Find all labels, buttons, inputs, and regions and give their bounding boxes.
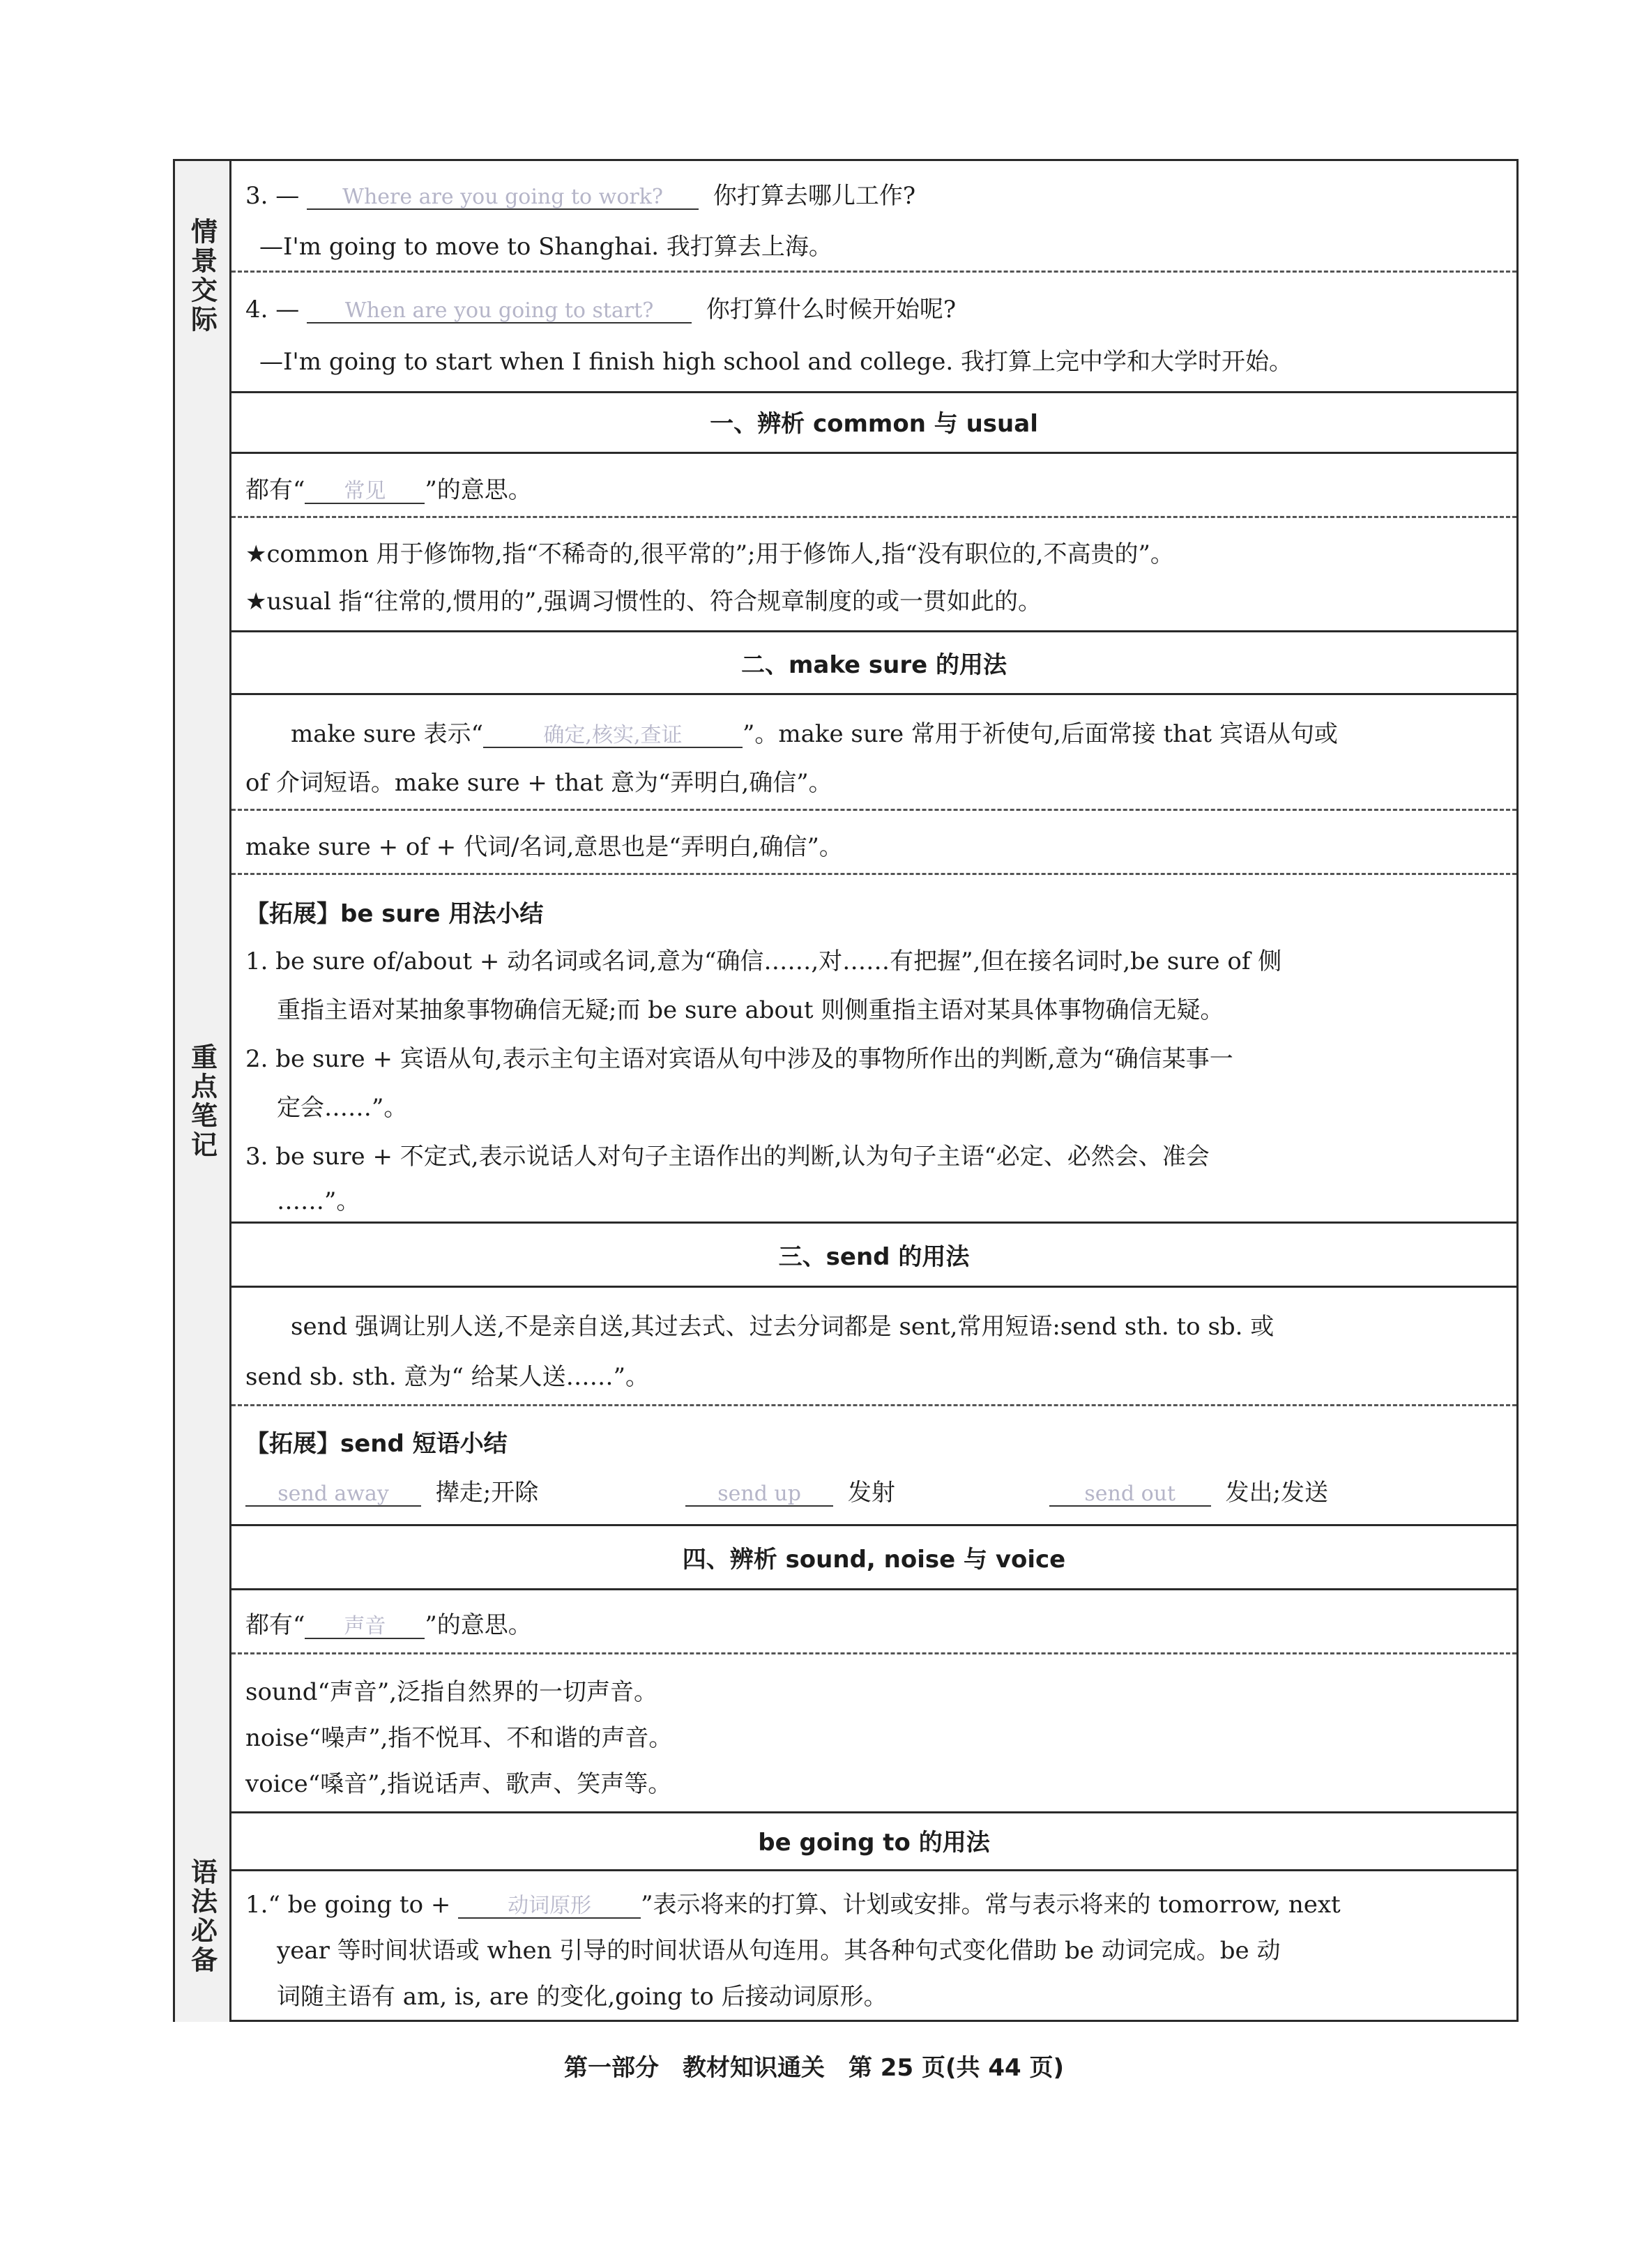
a3-text: —I'm going to move to Shanghai. 我打算去上海。	[259, 233, 832, 261]
p4-meaning-post: ”的意思。	[425, 1611, 532, 1639]
star-icon: ★	[245, 540, 267, 568]
side-label-text: 语法必备	[186, 1858, 218, 1975]
heading-2: 二、make sure 的用法	[231, 632, 1516, 695]
p2-extension	[231, 875, 1516, 1224]
p3-body	[231, 1288, 1516, 1406]
send-away-blank[interactable]: send away	[245, 1482, 421, 1507]
q3-answer-blank[interactable]: Where are you going to work?	[307, 185, 699, 210]
side-label-text: 情景交际	[186, 218, 218, 335]
side-label	[175, 391, 231, 1811]
p3-extension	[231, 1406, 1516, 1526]
side-label	[175, 1811, 231, 2022]
grammar-l2: year 等时间状语或 when 引导的时间状语从句连用。其各种句式变化借助 be 动词完成。be 动	[277, 1937, 1281, 1965]
side-label-text: 重点笔记	[186, 1042, 218, 1160]
p4-l3: voice“嗓音”,指说话声、歌声、笑声等。	[245, 1770, 672, 1798]
heading-3: 三、send 的用法	[231, 1224, 1516, 1288]
q4-answer-blank[interactable]: When are you going to start?	[307, 299, 692, 324]
p2-ext-title: 【拓展】be sure 用法小结	[245, 900, 544, 928]
a4-text: —I'm going to start when I finish high school and college. 我打算上完中学和大学时开始。	[259, 348, 1293, 376]
p2-l1-post: ”。make sure 常用于祈使句,后面常接 that 宾语从句或	[742, 720, 1338, 748]
section-grammar	[175, 1811, 1516, 2022]
p2-l3: make sure + of + 代词/名词,意思也是“弄明白,确信”。	[245, 833, 843, 861]
grammar-l1-pre: 1.“ be going to +	[245, 1891, 451, 1919]
heading-4: 四、辨析 sound, noise 与 voice	[231, 1526, 1516, 1590]
p4-meaning-pre: 都有“	[245, 1611, 305, 1639]
p4-l1: sound“声音”,泛指自然界的一切声音。	[245, 1678, 658, 1706]
p3-l2: send sb. sth. 意为“ 给某人送……”。	[245, 1363, 650, 1391]
p2-of	[231, 811, 1516, 875]
side-label	[175, 161, 231, 391]
p2-l2: of 介词短语。make sure + that 意为“弄明白,确信”。	[245, 769, 832, 797]
dialogue-4	[231, 273, 1516, 391]
p2-body	[231, 695, 1516, 811]
p4-l2: noise“噪声”,指不悦耳、不和谐的声音。	[245, 1724, 673, 1752]
section-key-notes	[175, 391, 1516, 1813]
p2-e3a: 3. be sure + 不定式,表示说话人对句子主语作出的判断,认为句子主语“必定、必然会、准会	[245, 1143, 1210, 1171]
p2-l1-pre: make sure 表示“	[291, 720, 483, 748]
p3-ext-title: 【拓展】send 短语小结	[245, 1430, 508, 1458]
p2-e3b: ……”。	[277, 1187, 360, 1215]
p1-bullets	[231, 518, 1516, 632]
page-footer: 第一部分 教材知识通关 第 25 页(共 44 页)	[563, 2054, 1065, 2082]
p4-body	[231, 1654, 1516, 1811]
p3-l1: send 强调让别人送,不是亲自送,其过去式、过去分词都是 sent,常用短语:send sth. to sb. 或	[291, 1313, 1275, 1341]
p4-meaning-blank[interactable]: 声音	[305, 1615, 425, 1639]
grammar-l3: 词随主语有 am, is, are 的变化,going to 后接动词原形。	[277, 1983, 888, 2011]
p1-bullet-1: common 用于修饰物,指“不稀奇的,很平常的”;用于修饰人,指“没有职位的,不高贵的”。	[266, 540, 1174, 568]
grammar-body	[231, 1871, 1516, 2022]
q4-cn: 你打算什么时候开始呢?	[706, 296, 957, 324]
notes-table	[173, 159, 1519, 2022]
q4-num: 4. —	[245, 296, 300, 324]
p1-meaning-blank[interactable]: 常见	[305, 480, 425, 504]
grammar-answer-blank[interactable]: 动词原形	[458, 1894, 641, 1919]
heading-1: 一、辨析 common 与 usual	[231, 391, 1516, 454]
send-up-blank[interactable]: send up	[685, 1482, 833, 1507]
send-out-blank[interactable]: send out	[1049, 1482, 1211, 1507]
star-icon: ★	[245, 588, 267, 616]
grammar-l1-post: ”表示将来的打算、计划或安排。常与表示将来的 tomorrow, next	[641, 1891, 1341, 1919]
p2-e1b: 重指主语对某抽象事物确信无疑;而 be sure about 则侧重指主语对某具体事物确信无疑。	[277, 996, 1224, 1024]
p2-e1a: 1. be sure of/about + 动名词或名词,意为“确信……,对……有把握”,但在接名词时,be sure of 侧	[245, 947, 1282, 975]
p1-meaning-post: ”的意思。	[425, 476, 532, 504]
q3-num: 3. —	[245, 182, 300, 210]
send-away-cn: 撵走;开除	[435, 1479, 539, 1507]
send-up-cn: 发射	[847, 1479, 895, 1507]
dialogue-3	[231, 161, 1516, 273]
q3-cn: 你打算去哪儿工作?	[713, 182, 916, 210]
p1-meaning	[231, 454, 1516, 518]
p2-answer-blank[interactable]: 确定,核实,查证	[483, 724, 743, 748]
p2-e2b: 定会……”。	[277, 1094, 408, 1122]
p2-e2a: 2. be sure + 宾语从句,表示主句主语对宾语从句中涉及的事物所作出的判断,意为“确信某事一	[245, 1045, 1233, 1073]
p4-meaning	[231, 1590, 1516, 1654]
section-situational	[175, 161, 1516, 393]
send-out-cn: 发出;发送	[1225, 1479, 1328, 1507]
heading-grammar: be going to 的用法	[231, 1811, 1516, 1871]
p1-meaning-pre: 都有“	[245, 476, 305, 504]
p1-bullet-2: usual 指“往常的,惯用的”,强调习惯性的、符合规章制度的或一贯如此的。	[266, 588, 1042, 616]
